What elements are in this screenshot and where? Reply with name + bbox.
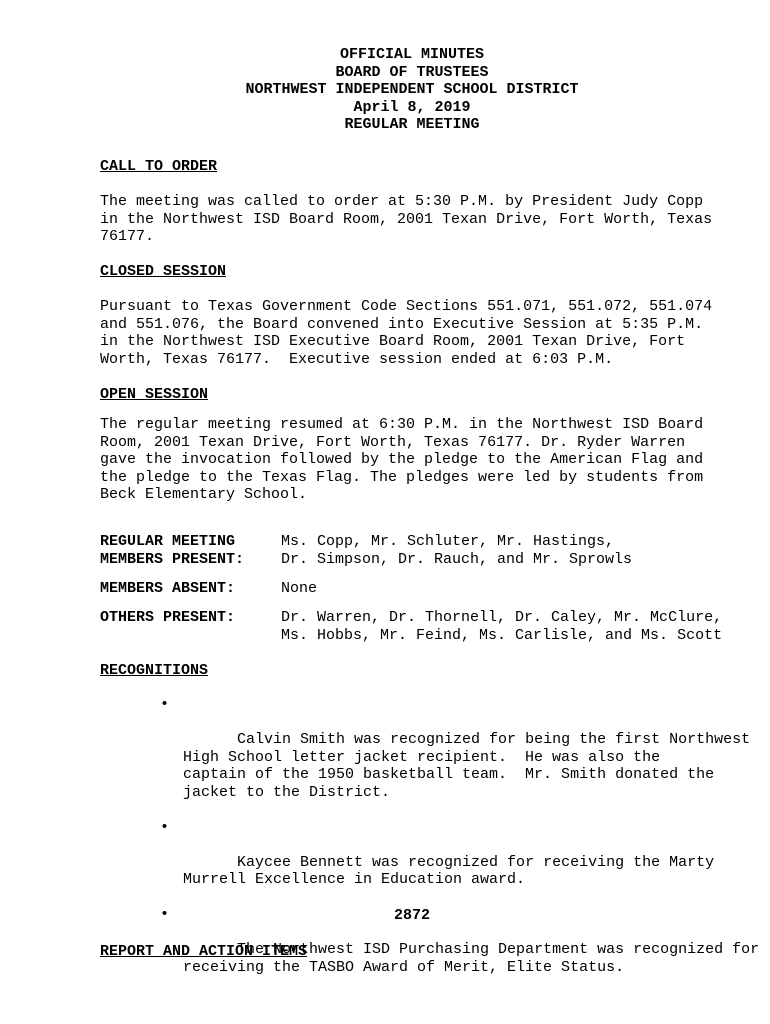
- document-header: [0, 46, 770, 134]
- call-to-order-heading: CALL TO ORDER: [100, 158, 218, 175]
- members-present-value: Ms. Copp, Mr. Schluter, Mr. Hastings, Dr. Simpson, Dr. Rauch, and Mr. Sprowls: [281, 533, 633, 568]
- header-district: NORTHWEST INDEPENDENT SCHOOL DISTRICT: [245, 81, 579, 98]
- bullet-icon: •: [160, 818, 170, 836]
- recognition-text: Kaycee Bennett was recognized for receiving the Marty Murrell Excellence in Education award.: [183, 853, 715, 888]
- closed-session-text-block: [100, 298, 740, 368]
- closed-session-heading: CLOSED SESSION: [100, 263, 227, 280]
- header-title: OFFICIAL MINUTES: [339, 46, 485, 63]
- bullet-icon: •: [160, 906, 170, 923]
- closed-session-section: [100, 263, 740, 281]
- open-session-text-block: [100, 416, 740, 504]
- recognition-text: The Northwest ISD Purchasing Department was recognized for receiving the TASBO Award of Merit, Elite Status.: [183, 941, 760, 976]
- bullet-icon: •: [160, 696, 170, 713]
- open-session-section: [100, 386, 740, 404]
- call-to-order-text-block: [100, 193, 740, 246]
- closed-session-text: Pursuant to Texas Government Code Sections 551.071, 551.072, 551.074 and 551.076, the Board convened into Executive Session at 5:35 P.M. in the Northwest ISD Executive Board Room, 2001 Texan Drive, Fort Worth, Texas 76177. Executive session ended at 6:03 P.M.: [100, 298, 713, 368]
- recognition-text: Calvin Smith was recognized for being the first Northwest High School letter jacket recipient. He was also the captain of the 1950 basketball team. Mr. Smith donated the jacket to the District.: [183, 731, 751, 801]
- members-absent-label: MEMBERS ABSENT:: [100, 580, 236, 597]
- open-session-text: The regular meeting resumed at 6:30 P.M. in the Northwest ISD Board Room, 2001 Texan Drive, Fort Worth, Texas 76177. Dr. Ryder Warren gave the invocation followed by the pledge to the American Flag and the pledge to the Texas Flag. The pledges were led by students from Beck Elementary School.: [100, 416, 704, 503]
- header-board: BOARD OF TRUSTEES: [335, 63, 489, 81]
- header-meeting-type: REGULAR MEETING: [344, 116, 480, 133]
- recognitions-heading: RECOGNITIONS: [100, 662, 209, 679]
- others-present-label: OTHERS PRESENT:: [100, 609, 236, 626]
- header-date: April 8, 2019: [353, 98, 471, 116]
- call-to-order-section: [100, 158, 740, 176]
- page-number: 2872: [393, 907, 430, 924]
- recognitions-section: [100, 662, 740, 680]
- call-to-order-text: The meeting was called to order at 5:30 P.M. by President Judy Copp in the Northwest ISD Board Room, 2001 Texan Drive, Fort Worth, Texas 76177.: [100, 193, 713, 245]
- members-absent-value: None: [281, 580, 318, 597]
- list-item: [160, 819, 740, 907]
- members-present-label: REGULAR MEETING MEMBERS PRESENT:: [100, 533, 245, 568]
- report-action-heading: REPORT AND ACTION ITEMS: [100, 943, 308, 960]
- open-session-heading: OPEN SESSION: [100, 386, 209, 403]
- report-action-section: [100, 943, 740, 961]
- list-item: [160, 696, 751, 819]
- others-present-value: Dr. Warren, Dr. Thornell, Dr. Caley, Mr. McClure, Ms. Hobbs, Mr. Feind, Ms. Carlisle, and Ms. Scott: [281, 609, 723, 644]
